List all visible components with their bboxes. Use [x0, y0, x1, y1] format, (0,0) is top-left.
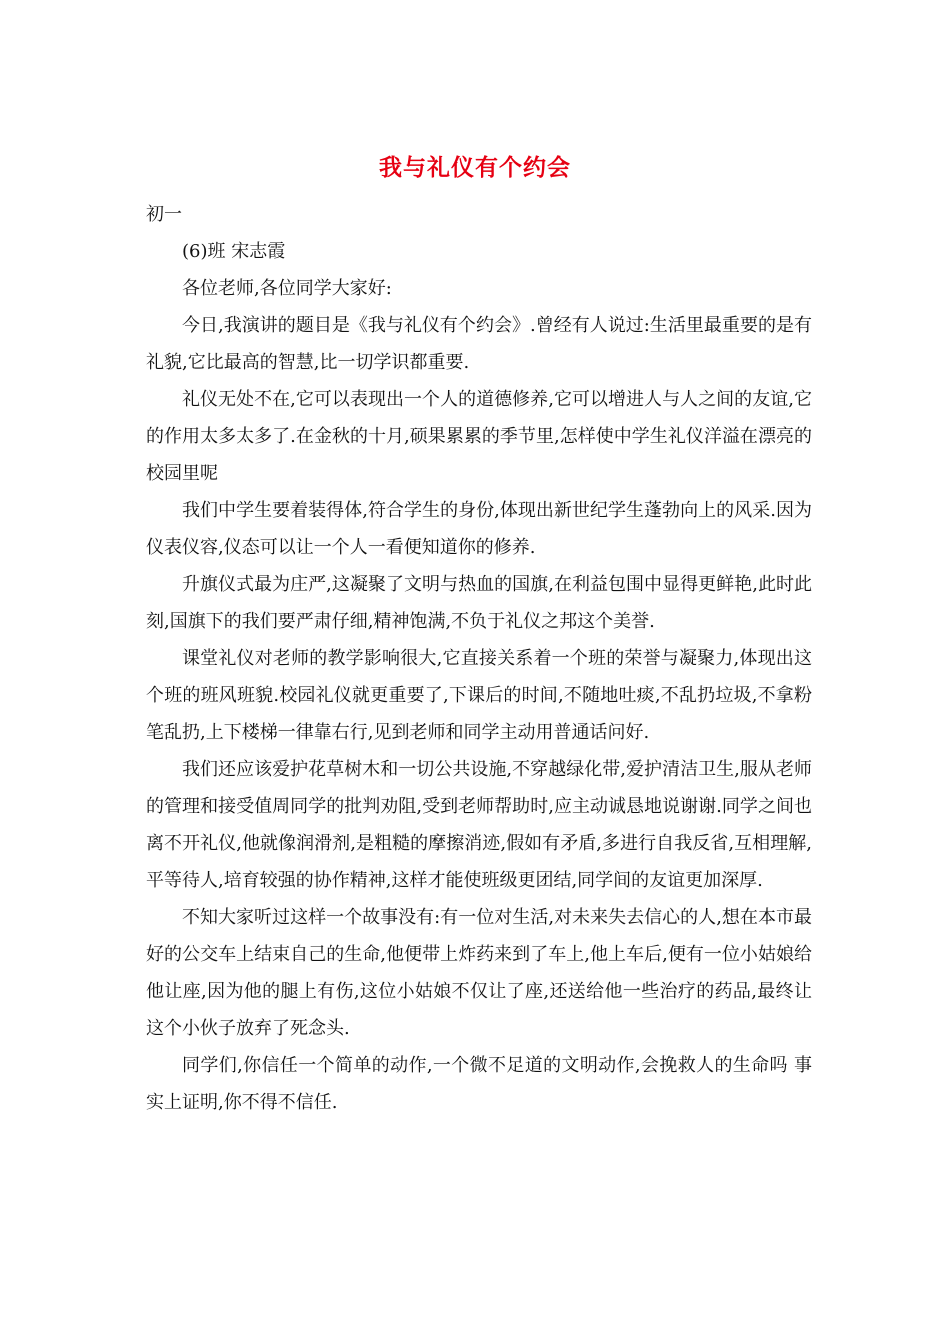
document-title: 我与礼仪有个约会	[379, 154, 571, 181]
paragraph: 今日,我演讲的题目是《我与礼仪有个约会》.曾经有人说过:生活里最重要的是有礼貌,它比最高的智慧,比一切学识都重要.	[146, 315, 812, 373]
class-line: 初一	[146, 204, 182, 225]
author-line: (6)班 宋志霞	[182, 241, 286, 262]
paragraph: 同学们,你信任一个简单的动作,一个微不足道的文明动作,会挽救人的生命吗 事实上证明,你不得不信任.	[146, 1055, 812, 1113]
paragraph: 我们还应该爱护花草树木和一切公共设施,不穿越绿化带,爱护清洁卫生,服从老师的管理和接受值周同学的批判劝阻,受到老师帮助时,应主动诚恳地说谢谢.同学之间也离不开礼仪,他就像润滑剂,是粗糙的摩擦消迹,假如有矛盾,多进行自我反省,互相理解,平等待人,培育较强的协作精神,这样才能使班级更团结,同学间的友谊更加深厚.	[146, 759, 812, 891]
paragraph: 礼仪无处不在,它可以表现出一个人的道德修养,它可以增进人与人之间的友谊,它的作用太多太多了.在金秋的十月,硕果累累的季节里,怎样使中学生礼仪洋溢在漂亮的校园里呢	[146, 389, 812, 484]
paragraph: 升旗仪式最为庄严,这凝聚了文明与热血的国旗,在利益包围中显得更鲜艳,此时此刻,国旗下的我们要严肃仔细,精神饱满,不负于礼仪之邦这个美誉.	[146, 574, 812, 632]
document-body	[146, 196, 812, 1121]
paragraph: 我们中学生要着装得体,符合学生的身份,体现出新世纪学生蓬勃向上的风采.因为仪表仪容,仪态可以让一个人一看便知道你的修养.	[146, 500, 812, 558]
greeting-line: 各位老师,各位同学大家好:	[182, 278, 392, 299]
paragraph: 不知大家听过这样一个故事没有:有一位对生活,对未来失去信心的人,想在本市最好的公交车上结束自己的生命,他便带上炸药来到了车上,他上车后,便有一位小姑娘给他让座,因为他的腿上有伤,这位小姑娘不仅让了座,还送给他一些治疗的药品,最终让这个小伙子放弃了死念头.	[146, 907, 812, 1039]
paragraph: 课堂礼仪对老师的教学影响很大,它直接关系着一个班的荣誉与凝聚力,体现出这个班的班风班貌.校园礼仪就更重要了,下课后的时间,不随地吐痰,不乱扔垃圾,不拿粉笔乱扔,上下楼梯一律靠右行,见到老师和同学主动用普通话问好.	[146, 648, 812, 743]
